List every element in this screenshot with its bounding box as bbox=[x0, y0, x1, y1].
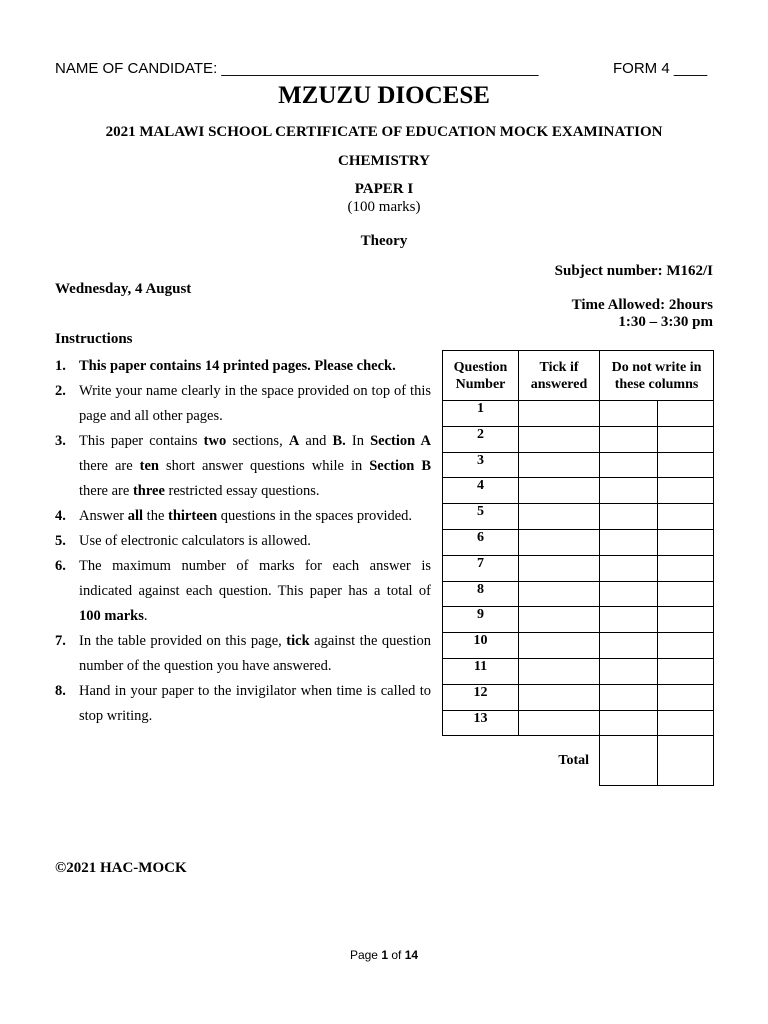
instructions-list bbox=[55, 354, 431, 729]
question-number-cell: 5 bbox=[443, 504, 519, 530]
instruction-text: there are bbox=[79, 483, 133, 499]
table-header-row bbox=[443, 351, 714, 401]
tick-cell[interactable] bbox=[519, 504, 600, 530]
question-number-cell: 12 bbox=[443, 684, 519, 710]
examiner-cell-2 bbox=[658, 710, 714, 736]
total-row bbox=[443, 736, 714, 786]
tick-cell[interactable] bbox=[519, 633, 600, 659]
tick-cell[interactable] bbox=[519, 426, 600, 452]
question-tick-table bbox=[442, 350, 714, 786]
exam-date: Wednesday, 4 August bbox=[55, 281, 192, 297]
section-title: Theory bbox=[360, 233, 408, 249]
total-cell bbox=[600, 736, 658, 786]
instruction-text: two bbox=[203, 433, 227, 449]
candidate-name-field[interactable]: NAME OF CANDIDATE: ______________________________________ bbox=[55, 60, 539, 77]
copyright: ©2021 HAC-MOCK bbox=[55, 860, 187, 876]
instruction-text: tick bbox=[286, 633, 310, 649]
instruction-text: short answer questions while in bbox=[159, 458, 370, 474]
instruction-number: 8. bbox=[55, 683, 66, 699]
tick-cell[interactable] bbox=[519, 452, 600, 478]
instruction-item bbox=[55, 679, 431, 729]
total-marks: (100 marks) bbox=[347, 199, 421, 215]
tick-cell[interactable] bbox=[519, 710, 600, 736]
instruction-text: 100 marks bbox=[79, 608, 144, 624]
question-number-cell: 13 bbox=[443, 710, 519, 736]
instruction-text: Section B bbox=[369, 458, 431, 474]
table-row bbox=[443, 504, 714, 530]
subject-number: Subject number: M162/I bbox=[554, 263, 713, 279]
question-number-cell: 8 bbox=[443, 581, 519, 607]
tick-cell[interactable] bbox=[519, 684, 600, 710]
instruction-text: Section A bbox=[370, 433, 432, 449]
instruction-item bbox=[55, 379, 431, 429]
question-number-cell: 3 bbox=[443, 452, 519, 478]
table-row bbox=[443, 633, 714, 659]
examiner-cell bbox=[600, 658, 658, 684]
total-cell-2 bbox=[658, 736, 714, 786]
candidate-header-line bbox=[55, 60, 715, 82]
instruction-item bbox=[55, 504, 431, 529]
paper-title: PAPER I bbox=[354, 181, 414, 197]
total-label: Total bbox=[558, 753, 589, 769]
instruction-number: 5. bbox=[55, 533, 66, 549]
instruction-text: ten bbox=[139, 458, 159, 474]
tick-cell[interactable] bbox=[519, 581, 600, 607]
examiner-cell bbox=[600, 684, 658, 710]
examiner-cell-2 bbox=[658, 658, 714, 684]
table-row bbox=[443, 555, 714, 581]
instruction-text: thirteen bbox=[168, 508, 218, 524]
table-row bbox=[443, 581, 714, 607]
instruction-item bbox=[55, 429, 431, 504]
instruction-item bbox=[55, 629, 431, 679]
examiner-cell-2 bbox=[658, 633, 714, 659]
table-row bbox=[443, 710, 714, 736]
tick-cell[interactable] bbox=[519, 401, 600, 427]
instruction-text: Hand in your paper to the invigilator when time is called to stop writing. bbox=[79, 683, 431, 724]
instruction-number: 7. bbox=[55, 633, 66, 649]
instruction-text: restricted essay questions. bbox=[164, 483, 320, 499]
instruction-text: all bbox=[127, 508, 144, 524]
tick-cell[interactable] bbox=[519, 658, 600, 684]
examiner-cell-2 bbox=[658, 607, 714, 633]
question-number-cell: 6 bbox=[443, 529, 519, 555]
instruction-item bbox=[55, 554, 431, 629]
examiner-cell bbox=[600, 607, 658, 633]
instruction-item bbox=[55, 529, 431, 554]
instruction-text: In the table provided on this page, bbox=[79, 633, 287, 649]
tick-cell[interactable] bbox=[519, 607, 600, 633]
instruction-text: there are bbox=[79, 458, 140, 474]
tick-cell[interactable] bbox=[519, 478, 600, 504]
subject-title: CHEMISTRY bbox=[338, 153, 430, 169]
examiner-cell bbox=[600, 426, 658, 452]
examiner-cell-2 bbox=[658, 426, 714, 452]
table-row bbox=[443, 478, 714, 504]
table-row bbox=[443, 401, 714, 427]
table-row bbox=[443, 426, 714, 452]
examiner-cell bbox=[600, 401, 658, 427]
tick-cell[interactable] bbox=[519, 555, 600, 581]
time-allowed: Time Allowed: 2hours bbox=[571, 297, 713, 313]
question-number-cell: 4 bbox=[443, 478, 519, 504]
examiner-cell bbox=[600, 504, 658, 530]
table-row bbox=[443, 607, 714, 633]
examiner-cell bbox=[600, 581, 658, 607]
organisation-title: MZUZU DIOCESE bbox=[278, 82, 490, 109]
examiner-cell-2 bbox=[658, 478, 714, 504]
instruction-number: 6. bbox=[55, 558, 66, 574]
examiner-cell-2 bbox=[658, 452, 714, 478]
examiner-cell bbox=[600, 529, 658, 555]
examiner-cell bbox=[600, 710, 658, 736]
instruction-number: 4. bbox=[55, 508, 66, 524]
question-number-cell: 2 bbox=[443, 426, 519, 452]
examiner-cell bbox=[600, 452, 658, 478]
instruction-text: Answer bbox=[79, 508, 128, 524]
form-field[interactable]: FORM 4 ____ bbox=[613, 60, 708, 77]
header-question-number: Question Number bbox=[443, 351, 519, 401]
instruction-text: A bbox=[288, 433, 300, 449]
table-row bbox=[443, 658, 714, 684]
examiner-cell-2 bbox=[658, 529, 714, 555]
table-row bbox=[443, 529, 714, 555]
question-number-cell: 1 bbox=[443, 401, 519, 427]
question-number-cell: 10 bbox=[443, 633, 519, 659]
table-row bbox=[443, 684, 714, 710]
instruction-text: the bbox=[143, 508, 169, 524]
instruction-text: against the question number of the question you have answered. bbox=[79, 633, 432, 674]
table-row bbox=[443, 452, 714, 478]
instruction-text: The maximum number of marks for each answer is indicated against each question. This paper has a total of bbox=[79, 558, 431, 599]
exam-title: 2021 MALAWI SCHOOL CERTIFICATE OF EDUCATION MOCK EXAMINATION bbox=[105, 124, 663, 140]
instruction-text: and bbox=[299, 433, 333, 449]
instruction-text: Use of electronic calculators is allowed. bbox=[79, 533, 311, 549]
instruction-text: B. bbox=[332, 433, 346, 449]
tick-cell[interactable] bbox=[519, 529, 600, 555]
examiner-cell-2 bbox=[658, 555, 714, 581]
instruction-text: This paper contains bbox=[79, 433, 204, 449]
instructions-heading: Instructions bbox=[55, 331, 133, 347]
instruction-text: questions in the spaces provided. bbox=[217, 508, 413, 524]
examiner-cell bbox=[600, 633, 658, 659]
instruction-text: sections, bbox=[226, 433, 289, 449]
question-rows bbox=[443, 401, 714, 736]
instruction-number: 1. bbox=[55, 358, 66, 374]
header-tick-if-answered: Tick if answered bbox=[519, 351, 600, 401]
instruction-text: Write your name clearly in the space provided on top of this page and all other pages. bbox=[79, 383, 431, 424]
examiner-cell-2 bbox=[658, 684, 714, 710]
instruction-text: three bbox=[132, 483, 165, 499]
examiner-cell-2 bbox=[658, 401, 714, 427]
question-number-cell: 9 bbox=[443, 607, 519, 633]
header-do-not-write: Do not write in these columns bbox=[600, 351, 714, 401]
examiner-cell-2 bbox=[658, 504, 714, 530]
instruction-number: 2. bbox=[55, 383, 66, 399]
instruction-text: This paper contains 14 printed pages. Please check. bbox=[79, 358, 396, 374]
examiner-cell-2 bbox=[658, 581, 714, 607]
examiner-cell bbox=[600, 555, 658, 581]
question-number-cell: 7 bbox=[443, 555, 519, 581]
time-range: 1:30 – 3:30 pm bbox=[618, 314, 713, 330]
question-number-cell: 11 bbox=[443, 658, 519, 684]
instruction-item bbox=[55, 354, 431, 379]
page-number: Page 1 of 14 bbox=[349, 948, 419, 962]
instruction-text: In bbox=[345, 433, 371, 449]
instruction-number: 3. bbox=[55, 433, 66, 449]
examiner-cell bbox=[600, 478, 658, 504]
instruction-text: . bbox=[143, 608, 148, 624]
